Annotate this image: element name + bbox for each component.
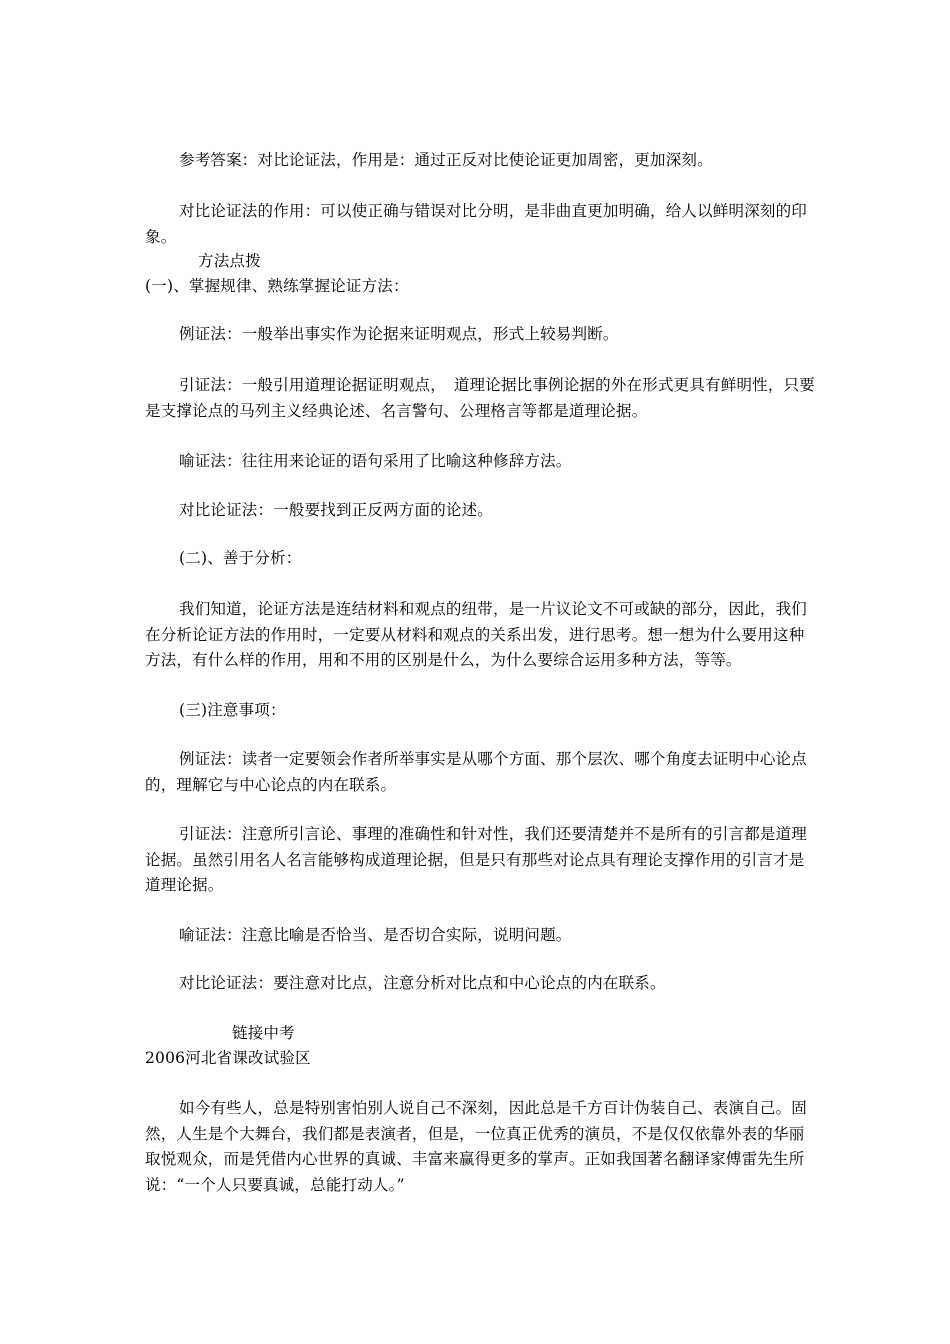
example-note-paragraph: 例证法：读者一定要领会作者所举事实是从哪个方面、那个层次、哪个角度去证明中心论点的，理解它与中心论点的内在联系。 bbox=[145, 750, 808, 794]
analysis-paragraph: 我们知道，论证方法是连结材料和观点的纽带，是一片议论文不可或缺的部分，因此，我们在分析论证方法的作用时，一定要从材料和观点的关系出发，进行思考。想一想为什么要用这种方法，有什么样的作用，用和不用的区别是什么，为什么要综合运用多种方法，等等。 bbox=[145, 600, 808, 669]
exam-passage-paragraph: 如今有些人，总是特别害怕别人说自己不深刻，因此总是千方百计伪装自己、表演自己。固然，人生是个大舞台，我们都是表演者，但是，一位真正优秀的演员，不是仅仅依靠外表的华丽取悦观众，而是凭借内心世界的真诚、丰富来赢得更多的掌声。正如我国著名翻译家傅雷先生所说：“一个人只要真诚，总能打动人。” bbox=[145, 1099, 808, 1194]
metaphor-method-paragraph: 喻证法：往往用来论证的语句采用了比喻这种修辞方法。 bbox=[179, 452, 572, 470]
citation-note-paragraph: 引证法：注意所引言论、事理的准确性和针对性，我们还要清楚并不是所有的引言都是道理论据。虽然引用名人名言能够构成道理论据，但是只有那些对论点具有理论支撑作用的引言才是道理论据。 bbox=[145, 825, 808, 894]
exam-link-heading: 链接中考 bbox=[232, 1024, 295, 1042]
answer-paragraph: 参考答案：对比论证法，作用是：通过正反对比使论证更加周密，更加深刻。 bbox=[179, 151, 713, 169]
example-method-paragraph: 例证法：一般举出事实作为论据来证明观点，形式上较易判断。 bbox=[179, 325, 619, 343]
metaphor-note-paragraph: 喻证法：注意比喻是否恰当、是否切合实际，说明问题。 bbox=[179, 926, 572, 944]
method-tips-heading: 方法点拨 bbox=[198, 252, 261, 270]
contrast-method-paragraph: 对比论证法：一般要找到正反两方面的论述。 bbox=[179, 501, 494, 519]
exam-source-line: 2006河北省课改试验区 bbox=[145, 1049, 311, 1067]
citation-method-paragraph: 引证法：一般引用道理论据证明观点， 道理论据比事例论据的外在形式更具有鲜明性，只要是支撑论点的马列主义经典论述、名言警句、公理格言等都是道理论据。 bbox=[145, 376, 815, 420]
section-one-heading: (一)、掌握规律、熟练掌握论证方法： bbox=[145, 277, 409, 295]
contrast-note-paragraph: 对比论证法：要注意对比点，注意分析对比点和中心论点的内在联系。 bbox=[179, 974, 666, 992]
contrast-effect-paragraph: 对比论证法的作用：可以使正确与错误对比分明，是非曲直更加明确，给人以鲜明深刻的印象。 bbox=[145, 202, 808, 246]
section-three-heading: (三)注意事项： bbox=[179, 701, 286, 719]
section-two-heading: (二)、善于分析： bbox=[179, 549, 302, 567]
